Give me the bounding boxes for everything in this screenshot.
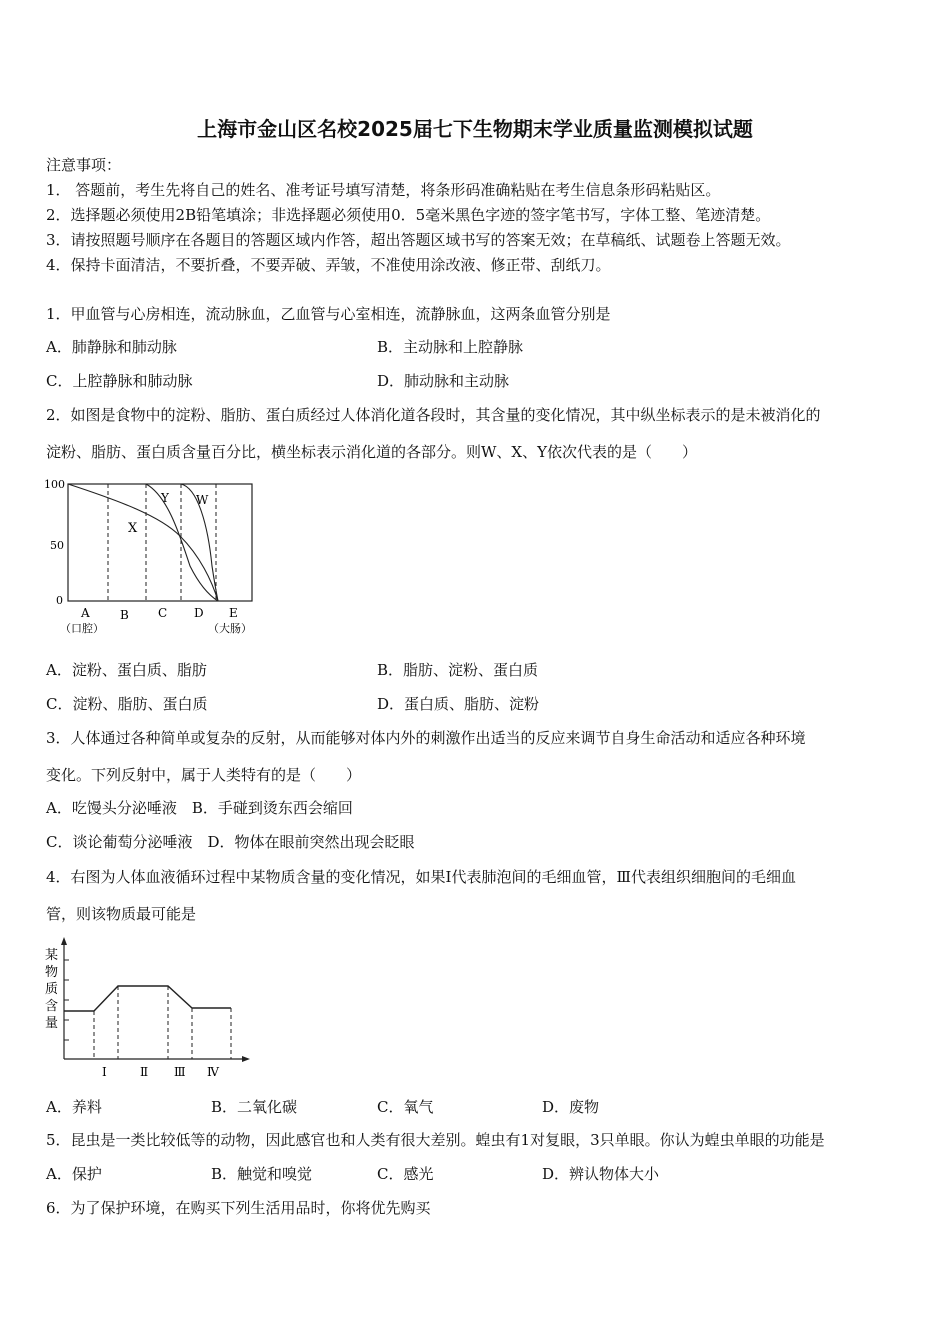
q5-option-c[interactable]: C．感光 (377, 1165, 434, 1183)
q4-option-a[interactable]: A．养料 (46, 1098, 102, 1116)
q1-option-d[interactable]: D．肺动脉和主动脉 (377, 372, 510, 390)
notice-item: 3．请按照题号顺序在各题目的答题区域内作答，超出答题区域书写的答案无效；在草稿纸、试题卷上答题无效。 (46, 231, 791, 249)
q2-xlabel: A (81, 606, 90, 620)
q2-option-b[interactable]: B．脂肪、淀粉、蛋白质 (377, 661, 539, 679)
q4-xlabel: Ⅱ (140, 1065, 149, 1079)
q2-xsublabel: （大肠） (208, 622, 252, 635)
q4-option-b[interactable]: B．二氧化碳 (211, 1098, 298, 1116)
q2-curve-label: X (128, 521, 138, 536)
q5-option-d[interactable]: D．辨认物体大小 (542, 1165, 660, 1183)
q2-ytick: 50 (50, 539, 64, 552)
q4-stem-line1: 4．右图为人体血液循环过程中某物质含量的变化情况，如果Ⅰ代表肺泡间的毛细血管，Ⅲ代表组织细胞间的毛细血 (46, 868, 796, 886)
q5-option-b[interactable]: B．触觉和嗅觉 (211, 1165, 313, 1183)
q4-ylabel-char: 物 (45, 965, 59, 980)
q2-option-a[interactable]: A．淀粉、蛋白质、脂肪 (46, 661, 207, 679)
q4-xlabel: Ⅰ (102, 1065, 107, 1079)
notice-item: 2．选择题必须使用2B铅笔填涂；非选择题必须使用0．5毫米黑色字迹的签字笔书写，字体工整、笔迹清楚。 (46, 206, 771, 224)
q2-ytick: 0 (56, 594, 63, 607)
q2-option-d[interactable]: D．蛋白质、脂肪、淀粉 (377, 695, 540, 713)
notice-item: 1． 答题前，考生先将自己的姓名、准考证号填写清楚，将条形码准确粘贴在考生信息条形码粘贴区。 (46, 181, 721, 199)
q4-content-line (64, 986, 231, 1011)
q2-xlabel: C (158, 606, 168, 620)
q4-substance-chart (40, 935, 260, 1085)
q3-options-line1[interactable]: A．吃馒头分泌唾液 B．手碰到烫东西会缩回 (46, 799, 353, 817)
q3-stem-line2: 变化。下列反射中，属于人类特有的是（ ） (46, 766, 362, 784)
q4-option-d[interactable]: D．废物 (542, 1098, 600, 1116)
q2-stem-line1: 2．如图是食物中的淀粉、脂肪、蛋白质经过人体消化道各段时，其含量的变化情况，其中纵坐标表示的是未被消化的 (46, 406, 821, 424)
q4-option-c[interactable]: C．氧气 (377, 1098, 434, 1116)
q4-ylabel-char: 量 (45, 1016, 59, 1031)
q4-ylabel-char: 含 (45, 999, 59, 1014)
q2-ytick: 100 (44, 478, 65, 491)
q5-option-a[interactable]: A．保护 (46, 1165, 102, 1183)
q2-xsublabel: （口腔） (60, 622, 104, 635)
q4-y-arrow (61, 937, 67, 945)
q2-chart-frame (68, 484, 252, 601)
q5-stem: 5．昆虫是一类比较低等的动物，因此感官也和人类有很大差别。蝗虫有1对复眼，3只单眼。你认为蝗虫单眼的功能是 (46, 1131, 825, 1149)
q4-xlabel: Ⅳ (207, 1065, 219, 1079)
q4-x-arrow (242, 1056, 250, 1062)
q2-xlabel: B (120, 608, 129, 622)
notice-item: 4．保持卡面清洁，不要折叠，不要弄破、弄皱，不准使用涂改液、修正带、刮纸刀。 (46, 256, 611, 274)
q1-option-c[interactable]: C．上腔静脉和肺动脉 (46, 372, 193, 390)
page-title: 上海市金山区名校2025届七下生物期末学业质量监测模拟试题 (197, 117, 753, 141)
q1-option-b[interactable]: B．主动脉和上腔静脉 (377, 338, 524, 356)
q4-xlabel: Ⅲ (174, 1065, 186, 1079)
q4-ylabel-char: 质 (45, 982, 59, 997)
q3-stem-line1: 3．人体通过各种简单或复杂的反射，从而能够对体内外的刺激作出适当的反应来调节自身生命活动和适应各种环境 (46, 729, 806, 747)
q1-option-a[interactable]: A．肺静脉和肺动脉 (46, 338, 177, 356)
q4-stem-line2: 管，则该物质最可能是 (46, 905, 197, 923)
q2-xlabel: D (194, 606, 204, 620)
q1-stem: 1．甲血管与心房相连，流动脉血，乙血管与心室相连，流静脉血，这两条血管分别是 (46, 305, 611, 323)
q6-stem: 6．为了保护环境，在购买下列生活用品时，你将优先购买 (46, 1199, 431, 1217)
q2-curve-label: Y (161, 491, 169, 505)
notice-heading: 注意事项： (46, 156, 122, 174)
q2-digestion-chart (40, 476, 270, 638)
q2-xlabel: E (229, 606, 238, 620)
q3-options-line2[interactable]: C．谈论葡萄分泌唾液 D．物体在眼前突然出现会眨眼 (46, 833, 415, 851)
q2-option-c[interactable]: C．淀粉、脂肪、蛋白质 (46, 695, 208, 713)
q2-stem-line2: 淀粉、脂肪、蛋白质含量百分比，横坐标表示消化道的各部分。则W、X、Y依次代表的是（ ） (46, 443, 698, 461)
q2-curve-label: W (196, 493, 209, 507)
q4-ylabel-char: 某 (45, 948, 59, 963)
